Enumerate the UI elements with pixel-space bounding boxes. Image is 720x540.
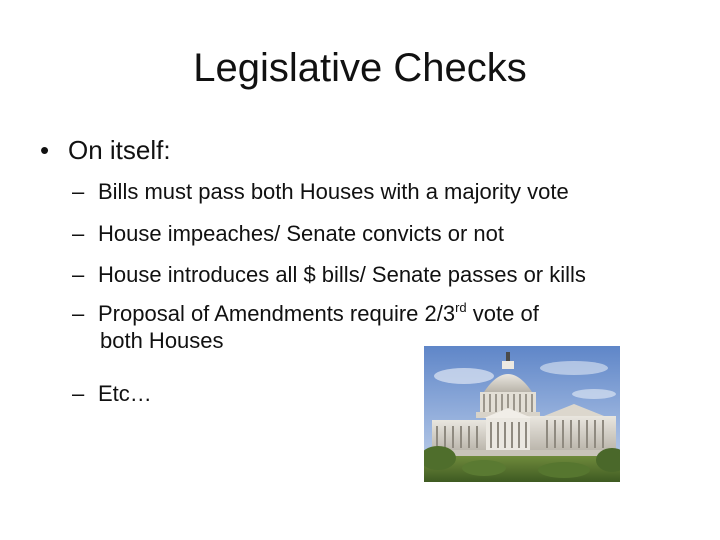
dash-marker: – <box>72 381 85 406</box>
superscript-rd: rd <box>455 300 467 315</box>
dash-marker: – <box>72 262 85 287</box>
bullet-on-itself <box>40 134 171 166</box>
sub-item-continuation: both Houses <box>100 328 224 353</box>
sub-item-text: Etc… <box>98 381 152 406</box>
bullet-marker: • <box>40 135 50 165</box>
sub-item-text: Proposal of Amendments require 2/3 <box>98 301 456 326</box>
sub-item-money-bills <box>72 261 672 288</box>
sub-item-text: Bills must pass both Houses with a majority vote <box>98 179 569 204</box>
sub-item-impeach <box>72 220 672 247</box>
sub-item-bills <box>72 178 672 205</box>
bullet-label: On itself: <box>68 135 171 165</box>
dash-marker: – <box>72 179 85 204</box>
dash-marker: – <box>72 301 85 326</box>
sub-item-text: House introduces all $ bills/ Senate passes or kills <box>98 262 586 287</box>
slide-title: Legislative Checks <box>193 46 527 90</box>
sub-item-text: House impeaches/ Senate convicts or not <box>98 221 505 246</box>
capitol-building-photo <box>424 346 620 482</box>
dash-marker: – <box>72 221 85 246</box>
sub-item-text-post: vote of <box>466 301 539 326</box>
